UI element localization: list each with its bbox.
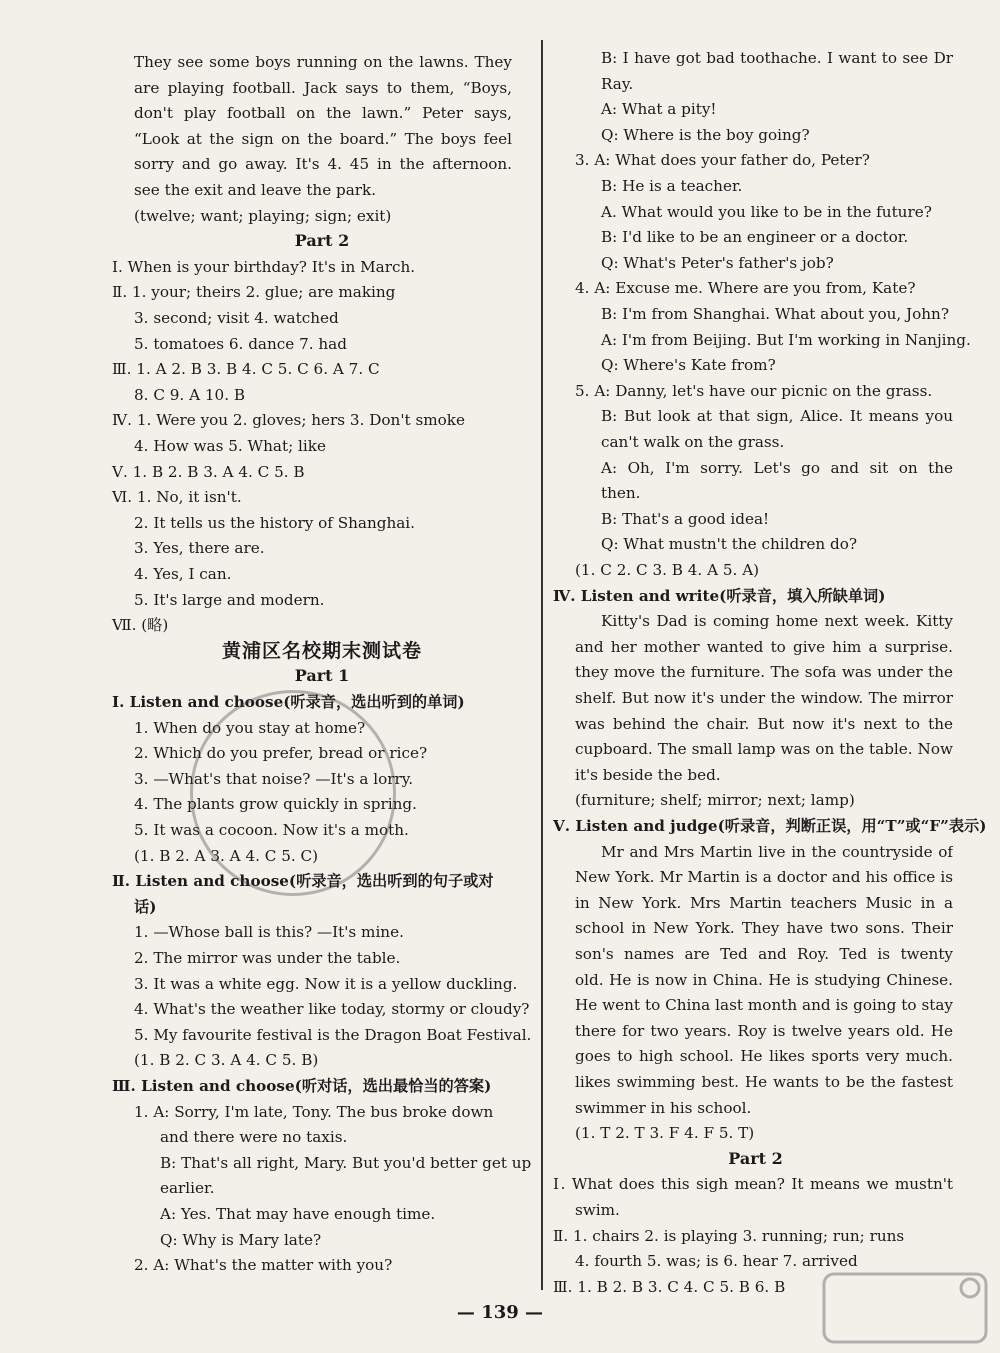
text-line: B: I'd like to be an engineer or a doctor. [601,228,909,247]
text-line: Kitty's Dad is coming home next week. Kitty [601,612,953,631]
text-line: B: But look at that sign, Alice. It means you [601,407,953,426]
text-line: can't walk on the grass. [601,433,785,451]
text-line: Ⅲ. 1. B 2. B 3. C 4. C 5. B 6. B [553,1277,786,1296]
text-line: 3. A: What does your father do, Peter? [575,151,870,170]
text-line: likes swimming best. He wants to be the fastest [575,1073,953,1091]
text-line: A: Yes. That may have enough time. [160,1205,436,1223]
text-line: He went to China last month and is going to stay [575,996,953,1015]
text-line: 3. It was a white egg. Now it is a yellow duckling. [134,974,518,993]
text-line: in New York. Mrs Martin teachers Music in a [575,893,953,912]
text-line: A: I'm from Beijing. But I'm working in Nanjing. [601,330,971,349]
text-line: 3. second; visit 4. watched [134,309,339,327]
text-line: sorry and go away. It's 4. 45 in the afternoon. [134,155,512,174]
page-footer: — 139 — [456,1302,544,1323]
text-line: school in New York. They have two sons. Their [575,919,953,938]
text-line: swim. [575,1201,620,1219]
text-line: Ⅰ. When is your birthday? It's in March. [112,257,416,276]
text-line: “Look at the sign on the board.” The boys feel [134,129,512,148]
text-line: Q: What's Peter's father's job? [601,253,834,272]
text-line: 5. tomatoes 6. dance 7. had [134,334,347,353]
text-line: B: I have got bad toothache. I want to see Dr [601,49,953,67]
text-line: Ray. [601,74,634,93]
text-line: B: He is a teacher. [601,177,743,195]
text-line: A: What a pity! [601,100,717,119]
text-line: 2. Which do you prefer, bread or rice? [134,744,428,763]
text-line: (twelve; want; playing; sign; exit) [134,206,392,225]
text-line: Ⅱ. 1. your; theirs 2. glue; are making [112,283,396,302]
text-line: (1. C 2. C 3. B 4. A 5. A) [575,561,760,579]
text-line: Ⅰ. Listen and choose(听录音，选出听到的单词) [112,693,465,711]
text-line: 5. A: Danny, let's have our picnic on the grass. [575,381,933,400]
text-line: Mr and Mrs Martin live in the countryside of [601,842,953,861]
text-line: was behind the chair. But now it's next to the [575,714,953,733]
page-number: 139 [481,1302,519,1323]
text-line: 4. A: Excuse me. Where are you from, Kate? [575,279,916,298]
text-line: 2. A: What's the matter with you? [134,1256,393,1275]
text-line: (1. B 2. A 3. A 4. C 5. C) [134,846,319,865]
text-line: Q: What mustn't the children do? [601,535,858,554]
text-line: Ⅰ. What does this sigh mean? It means we mustn't [553,1175,953,1194]
text-line: 3. —What's that noise? —It's a lorry. [134,769,414,788]
text-line: 5. It was a cocoon. Now it's a moth. [134,821,409,839]
text-line: 2. It tells us the history of Shanghai. [134,513,415,532]
text-line: 1. When do you stay at home? [134,718,366,737]
text-line: A. What would you like to be in the future? [601,202,932,221]
text-line: 1. A: Sorry, I'm late, Tony. The bus broke down [134,1102,494,1121]
text-line: 4. fourth 5. was; is 6. hear 7. arrived [575,1252,858,1271]
site-logo-watermark [820,1268,990,1348]
text-line: (1. B 2. C 3. A 4. C 5. B) [134,1051,319,1070]
text-line: Ⅱ. Listen and choose(听录音，选出听到的句子或对 [112,872,494,891]
text-line: 4. Yes, I can. [134,565,232,583]
text-line: swimmer in his school. [575,1098,752,1117]
text-line: and her mother wanted to give him a surprise. [575,637,953,656]
text-line: 5. My favourite festival is the Dragon Boat Festival. [134,1025,532,1044]
text-line: Ⅴ. Listen and judge(听录音，判断正误，用“T”或“F”表示) [553,817,987,835]
text-line: Ⅳ. Listen and write(听录音，填入所缺单词) [553,586,886,605]
text-line: 4. How was 5. What; like [134,437,326,455]
text-line: Ⅳ. 1. Were you 2. gloves; hers 3. Don't smoke [112,411,465,430]
part-heading: Part 1 [294,666,350,686]
text-line: 2. The mirror was under the table. [134,949,401,967]
text-line: don't play football on the lawn.” Peter says, [134,104,512,123]
text-line: (furniture; shelf; mirror; next; lamp) [575,791,855,810]
text-line: 1. —Whose ball is this? —It's mine. [134,923,404,942]
text-line: and there were no taxis. [160,1128,348,1147]
text-line: New York. Mr Martin is a doctor and his office is [575,868,953,887]
part-heading: Part 2 [728,1148,783,1168]
text-line: earlier. [160,1179,215,1198]
text-line: Q: Why is Mary late? [160,1230,322,1249]
text-line: old. He is now in China. He is studying Chinese. [575,970,953,989]
text-line: Q: Where's Kate from? [601,356,776,375]
text-line: 4. The plants grow quickly in spring. [134,795,417,814]
text-line: Ⅱ. 1. chairs 2. is playing 3. running; run; runs [553,1226,905,1245]
text-line: Ⅲ. 1. A 2. B 3. B 4. C 5. C 6. A 7. C [112,360,380,379]
text-line: they move the furniture. The sofa was under the [575,663,953,682]
text-line: Ⅲ. Listen and choose(听对话，选出最恰当的答案) [112,1077,492,1095]
text-line: (1. T 2. T 3. F 4. F 5. T) [575,1124,755,1143]
text-line: then. [601,484,641,503]
text-line: B: I'm from Shanghai. What about you, John? [601,305,949,323]
text-line: They see some boys running on the lawns. They [134,53,512,71]
text-line: cupboard. The small lamp was on the table. Now [575,740,953,759]
part-heading: Part 2 [294,231,350,251]
text-line: see the exit and leave the park. [134,181,377,199]
text-line: it's beside the bed. [575,765,721,784]
text-line: Ⅶ. (略) [112,616,169,635]
text-line: are playing football. Jack says to them, “Boys, [134,78,512,97]
text-line: there for two years. Roy is twelve years old. He [575,1021,953,1040]
section-title: 黄浦区名校期末测试卷 [221,639,422,662]
column-divider [541,40,543,1290]
text-line: B: That's all right, Mary. But you'd better get up [160,1153,532,1172]
text-line: 4. What's the weather like today, stormy or cloudy? [134,1000,530,1019]
text-line: Q: Where is the boy going? [601,125,810,144]
text-line: 话) [134,897,157,916]
text-line: goes to high school. He likes sports very much. [575,1047,953,1066]
text-line: Ⅵ. 1. No, it isn't. [112,488,242,507]
text-line: 8. C 9. A 10. B [134,385,246,404]
text-line: Ⅴ. 1. B 2. B 3. A 4. C 5. B [112,462,305,481]
text-line: son's names are Ted and Roy. Ted is twenty [575,945,953,963]
text-line: shelf. But now it's under the window. The mirror [575,689,953,707]
text-line: 5. It's large and modern. [134,590,325,609]
text-line: B: That's a good idea! [601,509,770,528]
text-line: A: Oh, I'm sorry. Let's go and sit on the [601,458,953,477]
text-line: 3. Yes, there are. [134,539,265,558]
